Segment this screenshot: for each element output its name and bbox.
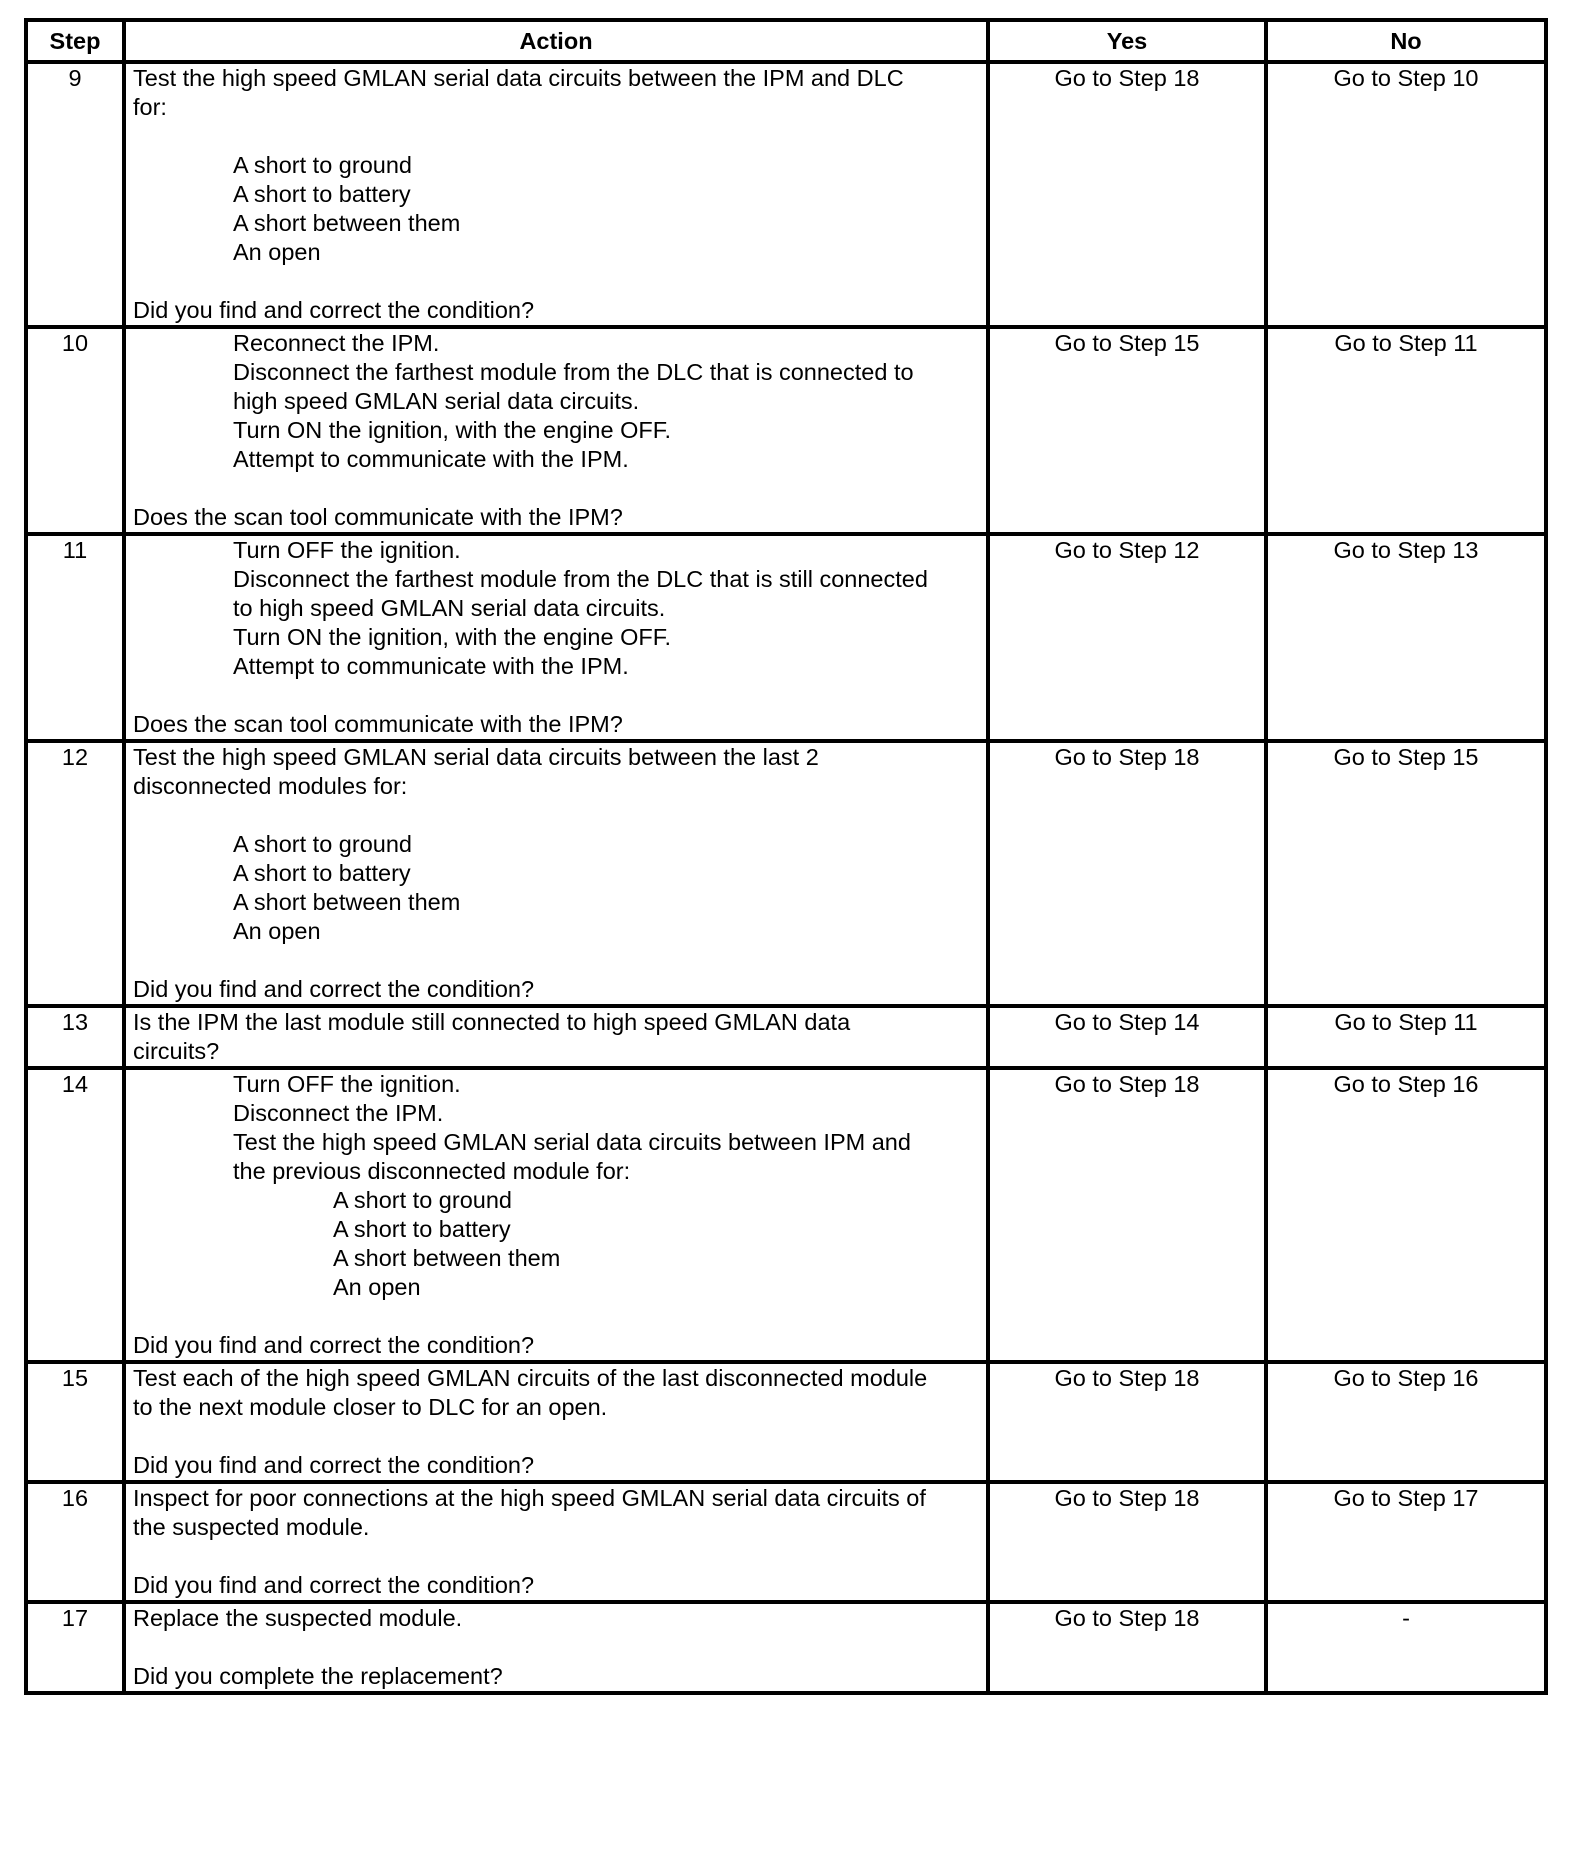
yes-result: Go to Step 15 <box>988 327 1266 534</box>
spacer <box>133 267 979 296</box>
step-number: 16 <box>26 1482 124 1602</box>
spacer <box>133 474 979 503</box>
spacer <box>133 1633 979 1662</box>
spacer <box>133 122 979 151</box>
no-result: Go to Step 16 <box>1266 1362 1546 1482</box>
action-question: Does the scan tool communicate with the IPM? <box>133 504 623 530</box>
step-number: 12 <box>26 741 124 1006</box>
action-column-header: Action <box>124 20 988 62</box>
table-row <box>26 1362 1546 1482</box>
yes-result: Go to Step 18 <box>988 1482 1266 1602</box>
action-line: Disconnect the farthest module from the DLC that is connected to <box>233 359 914 385</box>
action-cell <box>124 1602 988 1693</box>
action-line: A short to ground <box>333 1187 512 1213</box>
action-question: Did you find and correct the condition? <box>133 1452 535 1478</box>
action-line: A short to battery <box>233 181 411 207</box>
yes-column-header: Yes <box>988 20 1266 62</box>
action-question: Does the scan tool communicate with the IPM? <box>133 711 623 737</box>
action-line: An open <box>233 918 321 944</box>
action-cell <box>124 1006 988 1068</box>
action-cell <box>124 1362 988 1482</box>
table-row <box>26 327 1546 534</box>
action-cell <box>124 741 988 1006</box>
no-result: Go to Step 11 <box>1266 327 1546 534</box>
spacer <box>133 1542 979 1571</box>
no-result: Go to Step 17 <box>1266 1482 1546 1602</box>
yes-result: Go to Step 18 <box>988 62 1266 327</box>
no-result: Go to Step 15 <box>1266 741 1546 1006</box>
action-line: to the next module closer to DLC for an open. <box>133 1394 608 1420</box>
step-number: 17 <box>26 1602 124 1693</box>
table-row <box>26 62 1546 327</box>
action-cell <box>124 62 988 327</box>
action-line: Inspect for poor connections at the high speed GMLAN serial data circuits of <box>133 1485 926 1511</box>
action-line: to high speed GMLAN serial data circuits. <box>233 595 666 621</box>
no-result: Go to Step 13 <box>1266 534 1546 741</box>
action-line: disconnected modules for: <box>133 773 408 799</box>
action-cell <box>124 327 988 534</box>
diagnostic-steps-table <box>24 18 1548 1695</box>
action-line: Attempt to communicate with the IPM. <box>233 653 629 679</box>
no-result: Go to Step 10 <box>1266 62 1546 327</box>
yes-result: Go to Step 14 <box>988 1006 1266 1068</box>
yes-result: Go to Step 18 <box>988 1602 1266 1693</box>
action-line: A short between them <box>333 1245 561 1271</box>
no-result: Go to Step 16 <box>1266 1068 1546 1362</box>
action-line: Disconnect the farthest module from the DLC that is still connected <box>233 566 928 592</box>
spacer <box>133 946 979 975</box>
step-column-header: Step <box>26 20 124 62</box>
spacer <box>133 1302 979 1331</box>
action-line: Turn ON the ignition, with the engine OFF. <box>233 417 672 443</box>
table-row <box>26 1482 1546 1602</box>
table-row <box>26 534 1546 741</box>
action-question: Did you find and correct the condition? <box>133 297 535 323</box>
diagnostic-document <box>24 18 1544 1695</box>
table-row <box>26 741 1546 1006</box>
yes-result: Go to Step 12 <box>988 534 1266 741</box>
action-line: Test the high speed GMLAN serial data circuits between IPM and <box>233 1129 911 1155</box>
action-line: Attempt to communicate with the IPM. <box>233 446 629 472</box>
action-question: Did you complete the replacement? <box>133 1663 503 1689</box>
yes-result: Go to Step 18 <box>988 741 1266 1006</box>
action-line: Test each of the high speed GMLAN circuits of the last disconnected module <box>133 1365 928 1391</box>
action-line: Turn ON the ignition, with the engine OFF. <box>233 624 672 650</box>
no-result: Go to Step 11 <box>1266 1006 1546 1068</box>
spacer <box>133 801 979 830</box>
action-line: An open <box>233 239 321 265</box>
spacer <box>133 1422 979 1451</box>
action-line: for: <box>133 94 167 120</box>
action-cell <box>124 534 988 741</box>
action-line: A short to battery <box>233 860 411 886</box>
action-line: the previous disconnected module for: <box>233 1158 631 1184</box>
action-line: Test the high speed GMLAN serial data circuits between the IPM and DLC <box>133 65 904 91</box>
table-row <box>26 1602 1546 1693</box>
action-line: Replace the suspected module. <box>133 1605 463 1631</box>
yes-result: Go to Step 18 <box>988 1068 1266 1362</box>
no-result: - <box>1266 1602 1546 1693</box>
table-row <box>26 1068 1546 1362</box>
yes-result: Go to Step 18 <box>988 1362 1266 1482</box>
action-cell <box>124 1068 988 1362</box>
action-line: A short between them <box>233 210 461 236</box>
action-line: An open <box>333 1274 421 1300</box>
action-line: the suspected module. <box>133 1514 370 1540</box>
action-line: Is the IPM the last module still connected to high speed GMLAN data <box>133 1009 851 1035</box>
table-header-row <box>26 20 1546 62</box>
action-line: Reconnect the IPM. <box>233 330 440 356</box>
step-number: 11 <box>26 534 124 741</box>
action-question: Did you find and correct the condition? <box>133 1332 535 1358</box>
action-line: A short to battery <box>333 1216 511 1242</box>
step-number: 14 <box>26 1068 124 1362</box>
action-question: circuits? <box>133 1038 220 1064</box>
table-row <box>26 1006 1546 1068</box>
step-number: 9 <box>26 62 124 327</box>
action-line: Disconnect the IPM. <box>233 1100 444 1126</box>
action-line: A short to ground <box>233 152 412 178</box>
step-number: 15 <box>26 1362 124 1482</box>
step-number: 10 <box>26 327 124 534</box>
table-body <box>26 62 1546 1693</box>
action-line: Test the high speed GMLAN serial data circuits between the last 2 <box>133 744 819 770</box>
action-line: A short between them <box>233 889 461 915</box>
action-line: Turn OFF the ignition. <box>233 537 461 563</box>
step-number: 13 <box>26 1006 124 1068</box>
action-line: high speed GMLAN serial data circuits. <box>233 388 640 414</box>
action-line: A short to ground <box>233 831 412 857</box>
no-column-header: No <box>1266 20 1546 62</box>
action-question: Did you find and correct the condition? <box>133 1572 535 1598</box>
action-line: Turn OFF the ignition. <box>233 1071 461 1097</box>
action-cell <box>124 1482 988 1602</box>
action-question: Did you find and correct the condition? <box>133 976 535 1002</box>
spacer <box>133 681 979 710</box>
